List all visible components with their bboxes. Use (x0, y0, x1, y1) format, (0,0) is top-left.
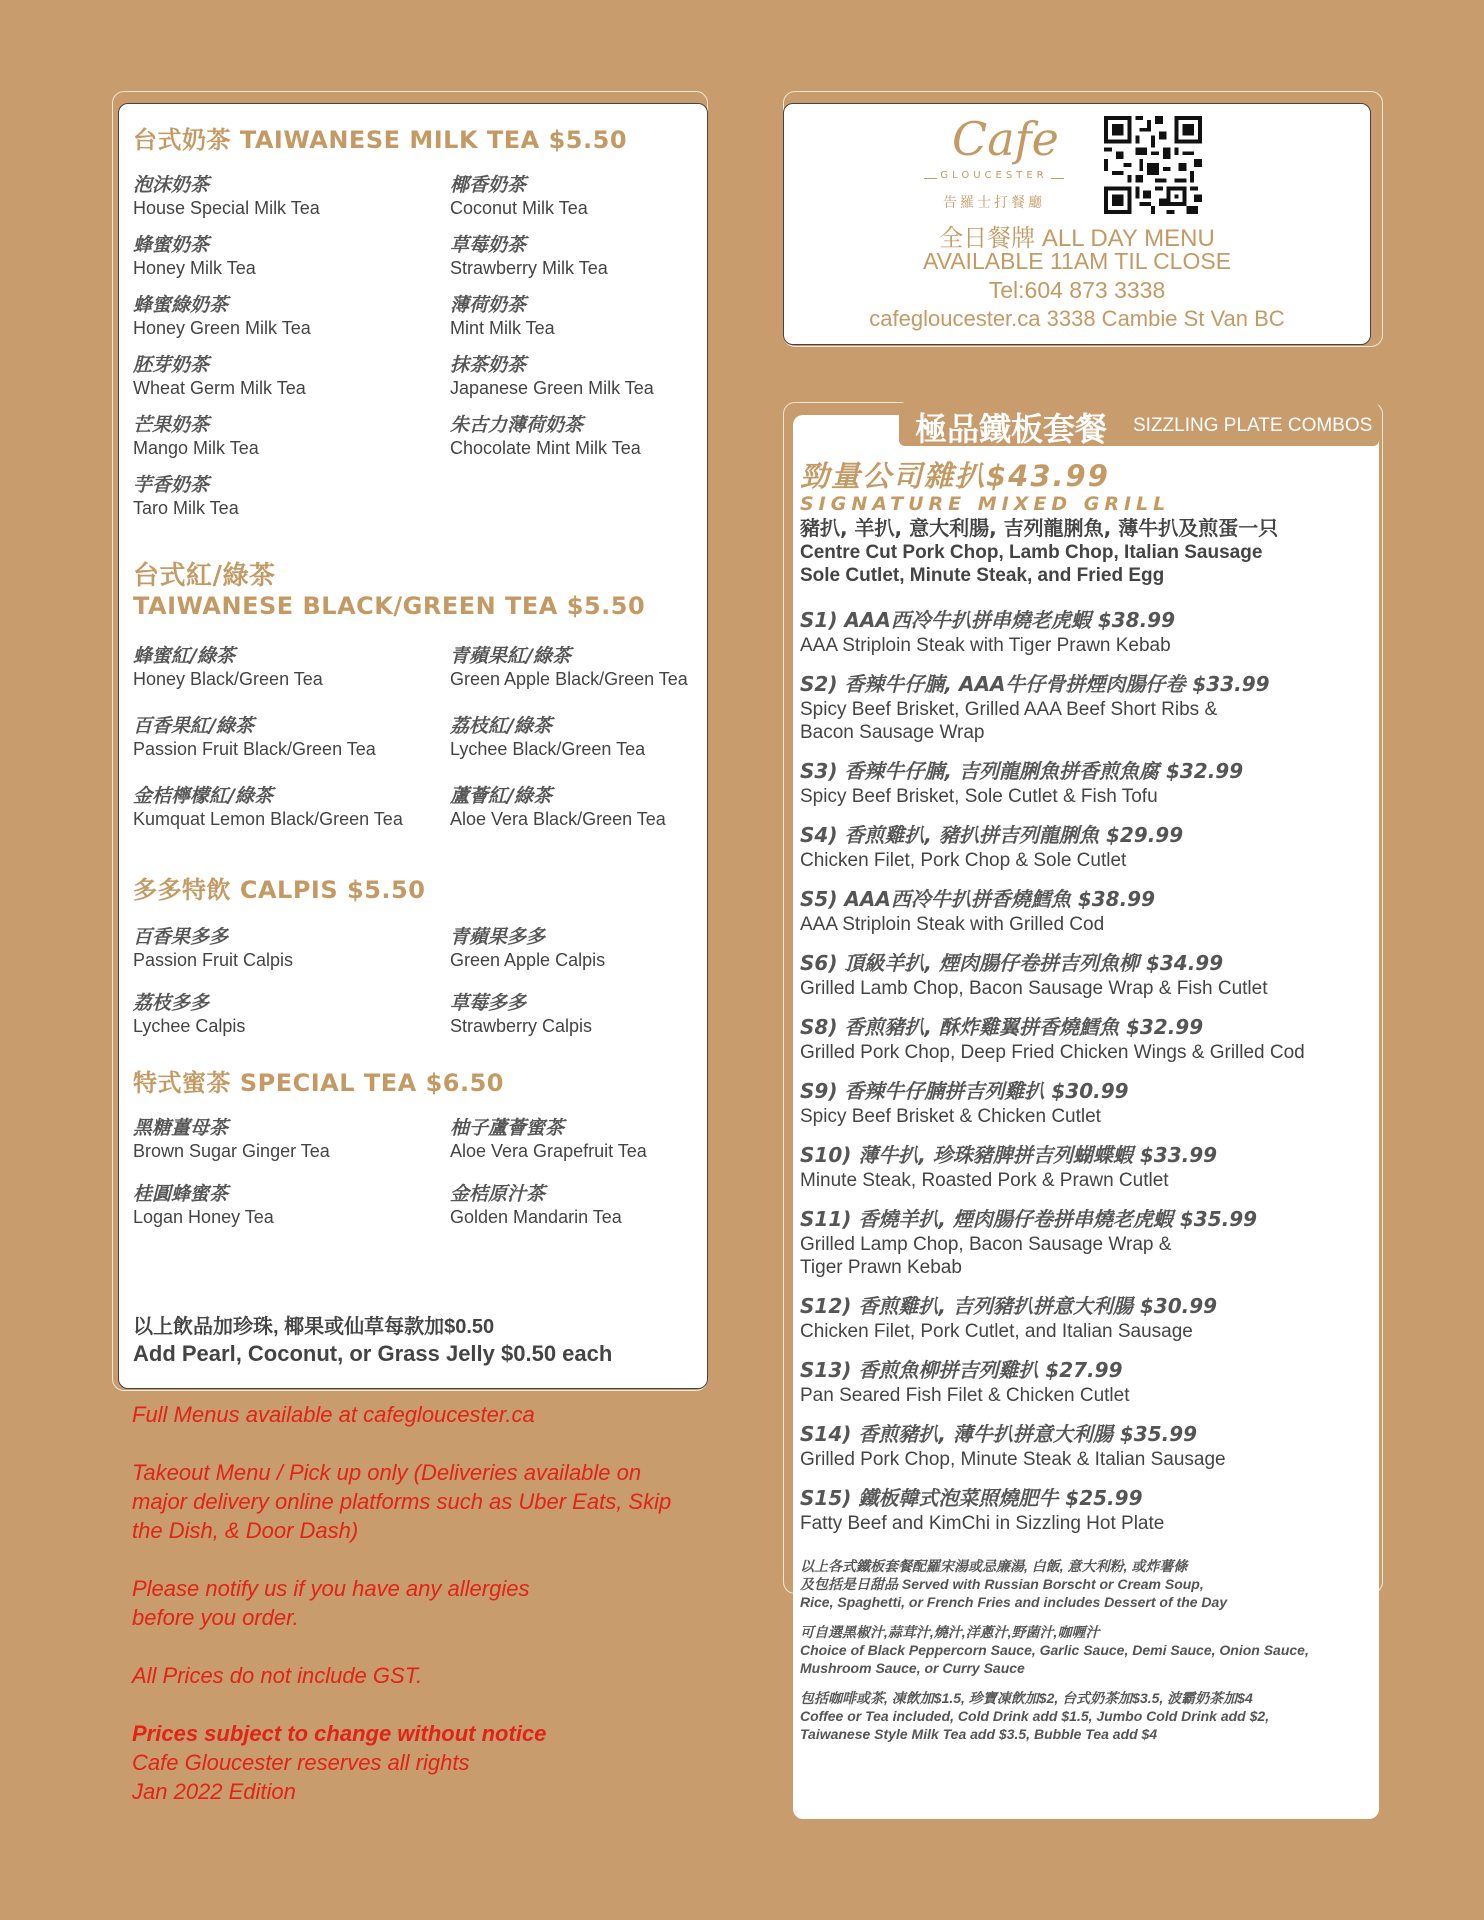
list-item (133, 1116, 450, 1162)
signature-desc-en: Centre Cut Pork Chop, Lamb Chop, Italian Sausage Sole Cutlet, Minute Steak, and Fried Egg (800, 542, 1263, 586)
item-name-zh: 蜂蜜奶茶 (133, 234, 210, 256)
combo-item (800, 607, 1379, 657)
item-name-en: Japanese Green Milk Tea (450, 378, 654, 398)
combo-header-zh: 極品鐵板套餐 (915, 410, 1108, 448)
combo-item (800, 1293, 1379, 1343)
item-name-zh: 泡沫奶茶 (133, 174, 210, 196)
item-name-zh: 芋香奶茶 (133, 474, 210, 496)
combo-name-zh: S5) AAA西冷牛扒拼香燒鱈魚 $38.99 (800, 887, 1155, 911)
phone: Tel:604 873 3338 (988, 277, 1166, 303)
list-item (450, 233, 710, 279)
item-name-en: Green Apple Black/Green Tea (450, 669, 688, 689)
item-name-zh: 柚子蘆薈蜜茶 (450, 1117, 565, 1139)
item-name-zh: 百香果多多 (133, 926, 229, 948)
list-item (450, 1116, 710, 1162)
black-green-list (133, 630, 693, 830)
combo-item (800, 1142, 1379, 1192)
combo-name-en: AAA Striploin Steak with Grilled Cod (800, 914, 1105, 935)
combo-name-en: Chicken Filet, Pork Cutlet, and Italian Sausage (800, 1321, 1193, 1342)
signature-desc-zh: 豬扒, 羊扒, 意大利腸, 吉列龍脷魚, 薄牛扒及煎蛋一只 (800, 516, 1279, 540)
item-name-zh: 青蘋果多多 (450, 926, 546, 948)
item-name-en: Brown Sugar Ginger Tea (133, 1141, 330, 1161)
note-full-menus: Full Menus available at cafegloucester.ca (132, 1402, 535, 1427)
item-name-zh: 朱古力薄荷奶茶 (450, 414, 584, 436)
menu-notes (132, 1400, 672, 1806)
item-name-en: Coconut Milk Tea (450, 198, 588, 218)
calpis-list (133, 911, 693, 1037)
logo-chinese-name: 告羅士打餐廳 (943, 195, 1045, 211)
item-name-zh: 薄荷奶茶 (450, 294, 527, 316)
signature-subtitle: SIGNATURE MIXED GRILL (800, 493, 1171, 515)
list-item (133, 1182, 450, 1228)
combo-name-zh: S12) 香煎雞扒, 吉列豬扒拼意大利腸 $30.99 (800, 1294, 1218, 1318)
combo-name-zh: S13) 香煎魚柳拼吉列雞扒 $27.99 (800, 1358, 1123, 1382)
combo-name-zh: S6) 頂級羊扒, 煙肉腸仔卷拼吉列魚柳 $34.99 (800, 951, 1224, 975)
combo-item (800, 1078, 1379, 1128)
item-name-zh: 蜂蜜綠奶茶 (133, 294, 229, 316)
note-price-change: Prices subject to change without notice (132, 1721, 547, 1746)
signature-title: 勁量公司雜扒$43.99 (800, 459, 1110, 493)
combo-name-en: Grilled Lamb Chop, Bacon Sausage Wrap & Fish Cutlet (800, 978, 1268, 999)
item-name-en: Passion Fruit Calpis (133, 950, 294, 970)
milk-tea-title: 台式奶茶 TAIWANESE MILK TEA $5.50 (133, 126, 628, 154)
addon-note (133, 1314, 612, 1368)
combo-name-zh: S3) 香辣牛仔腩, 吉列龍脷魚拼香煎魚腐 $32.99 (800, 759, 1244, 783)
note-block (132, 1719, 672, 1806)
combo-name-zh: S9) 香辣牛仔腩拼吉列雞扒 $30.99 (800, 1079, 1129, 1103)
item-name-zh: 荔枝紅/綠茶 (450, 715, 552, 737)
item-name-zh: 黑糖薑母茶 (133, 1117, 229, 1139)
list-item (133, 353, 450, 399)
combo-name-en: Spicy Beef Brisket, Sole Cutlet & Fish Tofu (800, 786, 1158, 807)
item-name-en: Wheat Germ Milk Tea (133, 378, 306, 398)
combo-item (800, 950, 1379, 1000)
item-name-en: Chocolate Mint Milk Tea (450, 438, 641, 458)
combo-name-zh: S8) 香煎豬扒, 酥炸雞翼拼香燒鱈魚 $32.99 (800, 1015, 1204, 1039)
item-name-zh: 青蘋果紅/綠茶 (450, 645, 571, 667)
combo-name-zh: S4) 香煎雞扒, 豬扒拼吉列龍脷魚 $29.99 (800, 823, 1184, 847)
list-item (133, 473, 450, 519)
note-gst: All Prices do not include GST. (132, 1663, 423, 1688)
item-name-en: Logan Honey Tea (133, 1207, 274, 1227)
list-item (450, 173, 710, 219)
item-name-zh: 芒果奶茶 (133, 414, 210, 436)
combo-item (800, 1357, 1379, 1407)
item-name-en: Strawberry Calpis (450, 1016, 593, 1036)
combo-name-en: Spicy Beef Brisket, Grilled AAA Beef Short Ribs & Bacon Sausage Wrap (800, 699, 1218, 743)
special-tea-list (133, 1102, 693, 1228)
note-allergies: Please notify us if you have any allergies before you order. (132, 1576, 530, 1630)
combo-note-sides: 以上各式鐵板套餐配羅宋湯或忌廉湯, 白飯, 意大利粉, 或炸薯條 及包括是日甜品 Served with Russian Borscht or Cream Soup, Rice, Spaghetti, or French Fries and includes Dessert of the Day (800, 1558, 1228, 1610)
combo-name-zh: S10) 薄牛扒, 珍珠豬脾拼吉列蝴蝶蝦 $33.99 (800, 1143, 1218, 1167)
list-item (133, 714, 450, 760)
combo-name-zh: S11) 香燒羊扒, 煙肉腸仔卷拼串燒老虎蝦 $35.99 (800, 1207, 1258, 1231)
drinks-panel (118, 103, 708, 1389)
combo-panel (793, 415, 1379, 1819)
item-name-en: Lychee Calpis (133, 1016, 246, 1036)
item-name-zh: 桂圓蜂蜜茶 (133, 1183, 229, 1205)
logo-brand-wrap (924, 170, 1064, 181)
milk-tea-list (133, 159, 693, 519)
combo-name-en: Minute Steak, Roasted Pork & Prawn Cutlet (800, 1170, 1169, 1191)
cafe-logo (924, 112, 1064, 214)
combo-name-zh: S2) 香辣牛仔腩, AAA牛仔骨拼煙肉腸仔卷 $33.99 (800, 672, 1270, 696)
combo-item (800, 1421, 1379, 1471)
item-name-en: Kumquat Lemon Black/Green Tea (133, 809, 403, 829)
combo-name-zh: S15) 鐵板韓式泡菜照燒肥牛 $25.99 (800, 1486, 1143, 1510)
list-item (450, 925, 710, 971)
item-name-zh: 胚芽奶茶 (133, 354, 210, 376)
item-name-zh: 百香果紅/綠茶 (133, 715, 254, 737)
list-item (133, 925, 450, 971)
list-item (450, 353, 710, 399)
item-name-zh: 抹茶奶茶 (450, 354, 527, 376)
combo-name-en: AAA Striploin Steak with Tiger Prawn Kebab (800, 635, 1171, 656)
note-edition: Jan 2022 Edition (132, 1779, 296, 1804)
item-name-en: Aloe Vera Black/Green Tea (450, 809, 666, 829)
item-name-zh: 蘆薈紅/綠茶 (450, 785, 552, 807)
combo-name-en: Grilled Pork Chop, Minute Steak & Italian Sausage (800, 1449, 1226, 1470)
item-name-zh: 荔枝多多 (133, 992, 210, 1014)
calpis-title: 多多特飲 CALPIS $5.50 (133, 876, 426, 904)
combo-name-zh: S14) 香煎豬扒, 薄牛扒拼意大利腸 $35.99 (800, 1422, 1198, 1446)
list-item (450, 644, 710, 690)
item-name-en: Passion Fruit Black/Green Tea (133, 739, 376, 759)
combo-section-header (899, 402, 1379, 446)
item-name-zh: 金桔原汁茶 (450, 1183, 546, 1205)
list-item (133, 644, 450, 690)
list-item (133, 991, 450, 1037)
combo-item (800, 671, 1379, 744)
item-name-en: Lychee Black/Green Tea (450, 739, 646, 759)
item-name-zh: 椰香奶茶 (450, 174, 527, 196)
combo-name-en: Grilled Lamp Chop, Bacon Sausage Wrap & Tiger Prawn Kebab (800, 1234, 1172, 1278)
item-name-zh: 金桔檸檬紅/綠茶 (133, 785, 273, 807)
logo-script: Cafe (952, 112, 1059, 166)
list-item (133, 173, 450, 219)
item-name-en: Mango Milk Tea (133, 438, 259, 458)
list-item (450, 1182, 710, 1228)
combo-header-en: SIZZLING PLATE COMBOS (1133, 415, 1373, 436)
item-name-en: Honey Black/Green Tea (133, 669, 323, 689)
list-item (133, 233, 450, 279)
list-item (450, 413, 710, 459)
list-item (450, 991, 710, 1037)
combo-item (800, 1206, 1379, 1279)
combo-name-en: Chicken Filet, Pork Chop & Sole Cutlet (800, 850, 1127, 871)
combo-item (800, 822, 1379, 872)
item-name-en: Mint Milk Tea (450, 318, 555, 338)
combo-name-zh: S1) AAA西冷牛扒拼串燒老虎蝦 $38.99 (800, 608, 1175, 632)
addon-note-en: Add Pearl, Coconut, or Grass Jelly $0.50 each (133, 1341, 613, 1366)
item-name-en: Aloe Vera Grapefruit Tea (450, 1141, 647, 1161)
special-tea-title: 特式蜜茶 SPECIAL TEA $6.50 (133, 1069, 504, 1097)
list-item (450, 784, 710, 830)
combo-name-en: Grilled Pork Chop, Deep Fried Chicken Wings & Grilled Cod (800, 1042, 1305, 1063)
note-rights: Cafe Gloucester reserves all rights (132, 1750, 470, 1775)
item-name-en: Taro Milk Tea (133, 498, 239, 518)
combo-item (800, 1485, 1379, 1535)
combo-name-en: Fatty Beef and KimChi in Sizzling Hot Plate (800, 1513, 1165, 1534)
item-name-en: House Special Milk Tea (133, 198, 320, 218)
note-takeout: Takeout Menu / Pick up only (Deliveries available on major delivery online platforms such as Uber Eats, Skip the Dish, & Door Dash) (132, 1460, 672, 1543)
menu-title: 全日餐牌 ALL DAY MENU (939, 225, 1215, 252)
list-item (133, 784, 450, 830)
list-item (133, 293, 450, 339)
item-name-en: Green Apple Calpis (450, 950, 606, 970)
logo-brand: GLOUCESTER (937, 170, 1050, 181)
combo-name-en: Spicy Beef Brisket & Chicken Cutlet (800, 1106, 1101, 1127)
addon-note-zh: 以上飲品加珍珠, 椰果或仙草每款加$0.50 (133, 1316, 495, 1338)
combo-name-en: Pan Seared Fish Filet & Chicken Cutlet (800, 1385, 1130, 1406)
combo-note-drinks: 包括咖啡或茶, 凍飲加$1.5, 珍寶凍飲加$2, 台式奶茶加$3.5, 波霸奶茶加$4 Coffee or Tea included, Cold Drink add $1.5, Jumbo Cold Drink add $2, Taiwanese Style Milk Tea add $3.5, Bubble Tea add $4 (800, 1690, 1270, 1742)
item-name-zh: 蜂蜜紅/綠茶 (133, 645, 235, 667)
item-name-en: Strawberry Milk Tea (450, 258, 608, 278)
list-item (133, 413, 450, 459)
item-name-en: Golden Mandarin Tea (450, 1207, 622, 1227)
black-green-title-en: TAIWANESE BLACK/GREEN TEA $5.50 (133, 592, 646, 620)
combo-item (800, 758, 1379, 808)
item-name-en: Honey Green Milk Tea (133, 318, 311, 338)
item-name-zh: 草莓多多 (450, 992, 527, 1014)
restaurant-info-card (783, 103, 1371, 345)
website-address: cafegloucester.ca 3338 Cambie St Van BC (869, 306, 1285, 331)
qr-code-icon[interactable] (1097, 116, 1209, 214)
combo-item (800, 886, 1379, 936)
combo-item (800, 1014, 1379, 1064)
item-name-en: Honey Milk Tea (133, 258, 256, 278)
combo-note-sauces: 可自選黑椒汁,蒜茸汁,燒汁,洋蔥汁,野菌汁,咖喱汁 Choice of Black Peppercorn Sauce, Garlic Sauce, Demi Sauce, Onion Sauce, Mushroom Sauce, or Curry Sauce (800, 1624, 1309, 1676)
hours: AVAILABLE 11AM TIL CLOSE (922, 248, 1232, 274)
black-green-title-zh: 台式紅/綠茶 (133, 561, 276, 591)
item-name-zh: 草莓奶茶 (450, 234, 527, 256)
list-item (450, 293, 710, 339)
list-item (450, 714, 710, 760)
